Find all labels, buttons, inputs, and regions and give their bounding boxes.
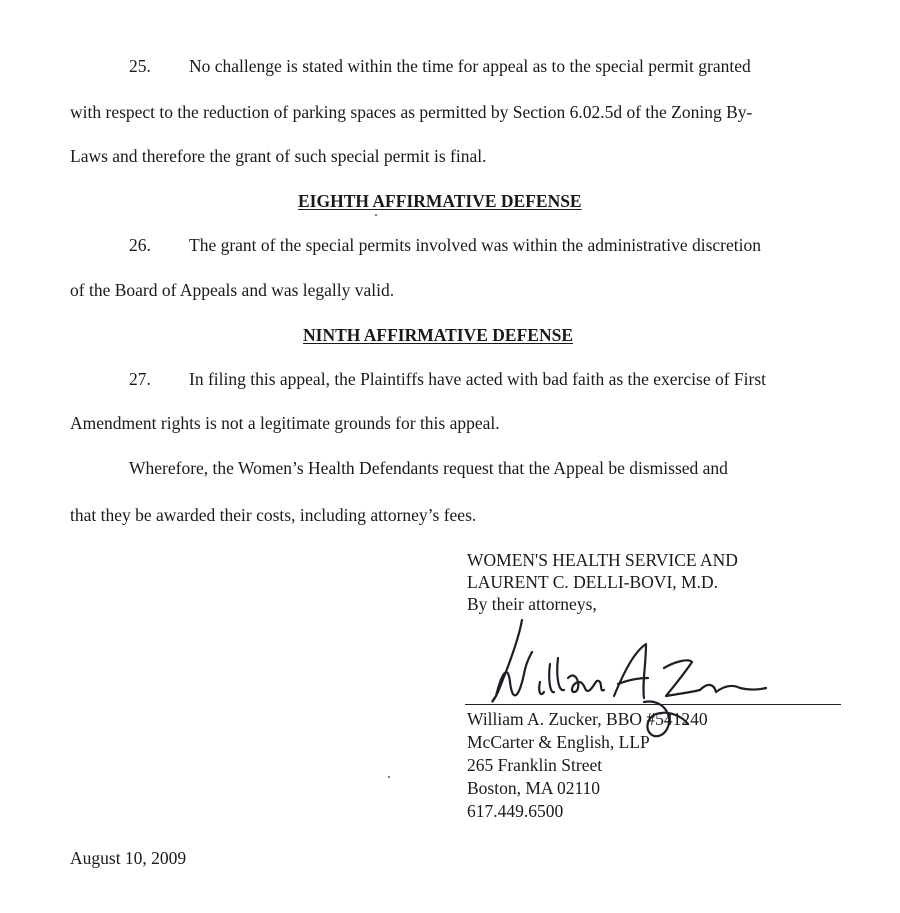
paragraph-26-line-2: of the Board of Appeals and was legally valid.: [70, 280, 395, 300]
paragraph-27-line-1: In filing this appeal, the Plaintiffs have acted with bad faith as the exercise of First: [189, 369, 767, 389]
law-firm: McCarter & English, LLP: [467, 732, 650, 752]
paragraph-number-25: 25.: [129, 56, 151, 76]
signature-line: [465, 704, 841, 705]
city-state-zip: Boston, MA 02110: [467, 778, 601, 798]
paragraph-25-line-2: with respect to the reduction of parking spaces as permitted by Section 6.02.5d of the Zoning By-: [70, 102, 753, 122]
document-date: August 10, 2009: [70, 848, 187, 868]
party-name-line-2: LAURENT C. DELLI-BOVI, M.D.: [467, 572, 718, 592]
by-their-attorneys: By their attorneys,: [467, 594, 597, 614]
paragraph-25-line-1: No challenge is stated within the time for appeal as to the special permit granted: [189, 56, 751, 76]
phone-number: 617.449.6500: [467, 801, 564, 821]
scan-speck: [375, 214, 377, 216]
paragraph-number-26: 26.: [129, 235, 151, 255]
attorney-name: William A. Zucker, BBO #541240: [467, 709, 708, 729]
heading-eighth-affirmative-defense: EIGHTH AFFIRMATIVE DEFENSE: [298, 191, 582, 211]
paragraph-25-line-3: Laws and therefore the grant of such special permit is final.: [70, 146, 487, 166]
paragraph-27-line-2: Amendment rights is not a legitimate grounds for this appeal.: [70, 413, 500, 433]
wherefore-line-2: that they be awarded their costs, including attorney’s fees.: [70, 505, 477, 525]
party-name-line-1: WOMEN'S HEALTH SERVICE AND: [467, 550, 738, 570]
wherefore-line-1: Wherefore, the Women’s Health Defendants request that the Appeal be dismissed and: [129, 458, 728, 478]
paragraph-number-27: 27.: [129, 369, 151, 389]
street-address: 265 Franklin Street: [467, 755, 603, 775]
heading-ninth-affirmative-defense: NINTH AFFIRMATIVE DEFENSE: [303, 325, 573, 345]
paragraph-26-line-1: The grant of the special permits involved was within the administrative discretion: [189, 235, 762, 255]
scan-speck: [388, 776, 390, 778]
